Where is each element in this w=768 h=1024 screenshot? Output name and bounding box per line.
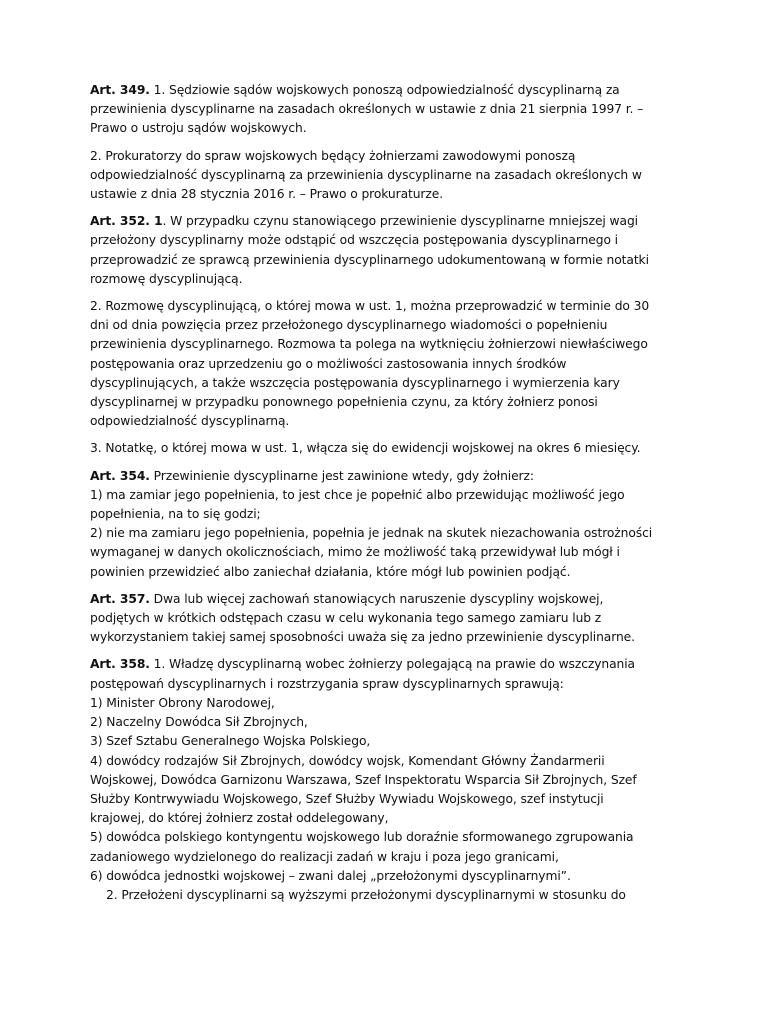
text-line: Art. 352. 1. W przypadku czynu stanowiącego przewinienie dyscyplinarne mniejszej wagi	[90, 214, 638, 229]
text-line: 6) dowódca jednostki wojskowej – zwani dalej „przełożonymi dyscyplinarnymi”.	[90, 868, 571, 883]
text-line: wymaganej w danych okolicznościach, mimo że możliwość taką przewidywał lub mógł i	[90, 545, 620, 560]
text-line: postępowań dyscyplinarnych i rozstrzygania spraw dyscyplinarnych sprawują:	[90, 676, 564, 691]
text-line: 4) dowódcy rodzajów Sił Zbrojnych, dowódcy wojsk, Komendant Główny Żandarmerii	[90, 753, 605, 768]
text-line: wykorzystaniem takiej samej sposobności uważa się za jedno przewinienie dyscyplinarne.	[90, 630, 635, 645]
text-line: odpowiedzialność dyscyplinarną.	[90, 414, 290, 429]
text-line: Wojskowej, Dowódca Garnizonu Warszawa, Szef Inspektoratu Wsparcia Sił Zbrojnych, Szef	[90, 772, 637, 787]
paragraph-art-352-2	[90, 297, 680, 431]
text-line: dyscyplinarnej w przypadku ponownego popełnienia czynu, za który żołnierz ponosi	[90, 395, 598, 410]
paragraph-art-358	[90, 655, 680, 905]
text-line: Art. 349. 1. Sędziowie sądów wojskowych ponoszą odpowiedzialność dyscyplinarną za	[90, 83, 620, 97]
text-line: przewinienia dyscyplinarne na zasadach określonych w ustawie z dnia 21 sierpnia 1997 r. –	[90, 102, 644, 117]
text-line: 2. Przełożeni dyscyplinarni są wyższymi przełożonymi dyscyplinarnymi w stosunku do	[106, 887, 626, 902]
text-line: przełożony dyscyplinarny może odstąpić od wszczęcia postępowania dyscyplinarnego i	[90, 233, 618, 248]
text-line: 2. Prokuratorzy do spraw wojskowych będący żołnierzami zawodowymi ponoszą	[90, 148, 576, 163]
text-line: 3. Notatkę, o której mowa w ust. 1, włącza się do ewidencji wojskowej na okres 6 miesięcy.	[90, 441, 641, 456]
article-number: Art. 354.	[90, 468, 150, 483]
text-line: Prawo o ustroju sądów wojskowych.	[90, 121, 307, 136]
text-line: 3) Szef Sztabu Generalnego Wojska Polskiego,	[90, 734, 371, 749]
text-line: przeprowadzić ze sprawcą przewinienia dyscyplinarnego udokumentowaną w formie notatki	[90, 252, 649, 267]
text-line: krajowej, do której żołnierz został oddelegowany,	[90, 811, 389, 826]
text-line: dyscyplinujących, a także wszczęcia postępowania dyscyplinarnego i wymierzenia kary	[90, 375, 620, 390]
article-number: Art. 352. 1	[90, 214, 163, 229]
text-line: podjętych w krótkich odstępach czasu w celu wykonania tego samego zamiaru lub z	[90, 611, 602, 626]
text-line: Art. 358. 1. Władzę dyscyplinarną wobec żołnierzy polegającą na prawie do wszczynania	[90, 657, 635, 672]
text-line: 1) Minister Obrony Narodowej,	[90, 695, 275, 710]
text-line: rozmowę dyscyplinującą.	[90, 271, 243, 286]
paragraph-art-349-1	[90, 81, 680, 139]
text-line: 5) dowódca polskiego kontyngentu wojskowego lub doraźnie sformowanego zgrupowania	[90, 830, 634, 845]
text-line: zadaniowego wydzielonego do realizacji zadań w kraju i poza jego granicami,	[90, 849, 559, 864]
text-line: powinien przewidzieć albo zaniechał działania, które mógł lub powinien podjąć.	[90, 564, 571, 579]
paragraph-art-352-3	[90, 439, 680, 458]
article-number: Art. 358.	[90, 657, 150, 672]
text-line: Służby Kontrwywiadu Wojskowego, Szef Służby Wywiadu Wojskowego, szef instytucji	[90, 791, 604, 806]
article-number: Art. 357.	[90, 591, 150, 606]
text-line: ustawie z dnia 28 stycznia 2016 r. – Prawo o prokuraturze.	[90, 187, 444, 202]
text-line: Art. 357. Dwa lub więcej zachowań stanowiących naruszenie dyscypliny wojskowej,	[90, 591, 604, 606]
text-line: 2. Rozmowę dyscyplinującą, o której mowa w ust. 1, można przeprowadzić w terminie do 30	[90, 299, 650, 314]
document-body	[90, 81, 680, 913]
paragraph-art-352-1	[90, 212, 680, 289]
text-line: popełnienia, na to się godzi;	[90, 507, 261, 522]
text-line: Art. 354. Przewinienie dyscyplinarne jest zawinione wtedy, gdy żołnierz:	[90, 468, 534, 483]
paragraph-art-357	[90, 590, 680, 648]
text-line: 2) Naczelny Dowódca Sił Zbrojnych,	[90, 715, 308, 730]
paragraph-art-354	[90, 467, 680, 582]
paragraph-art-349-2	[90, 147, 680, 205]
text-line: przewinienia dyscyplinarnego. Rozmowa ta polega na wytknięciu żołnierzowi niewłaściwego	[90, 337, 648, 352]
text-line: odpowiedzialność dyscyplinarną za przewinienia dyscyplinarne na zasadach określonych w	[90, 167, 642, 182]
text-line: 2) nie ma zamiaru jego popełnienia, popełnia je jednak na skutek niezachowania ostrożności	[90, 526, 653, 541]
article-number: Art. 349.	[90, 83, 150, 97]
text-line: 1) ma zamiar jego popełnienia, to jest chce je popełnić albo przewidując możliwość jego	[90, 487, 625, 502]
text-line: dni od dnia powzięcia przez przełożonego dyscyplinarnego wiadomości o popełnieniu	[90, 318, 608, 333]
text-line: postępowania oraz uprzedzeniu go o możliwości zastosowania innych środków	[90, 356, 567, 371]
